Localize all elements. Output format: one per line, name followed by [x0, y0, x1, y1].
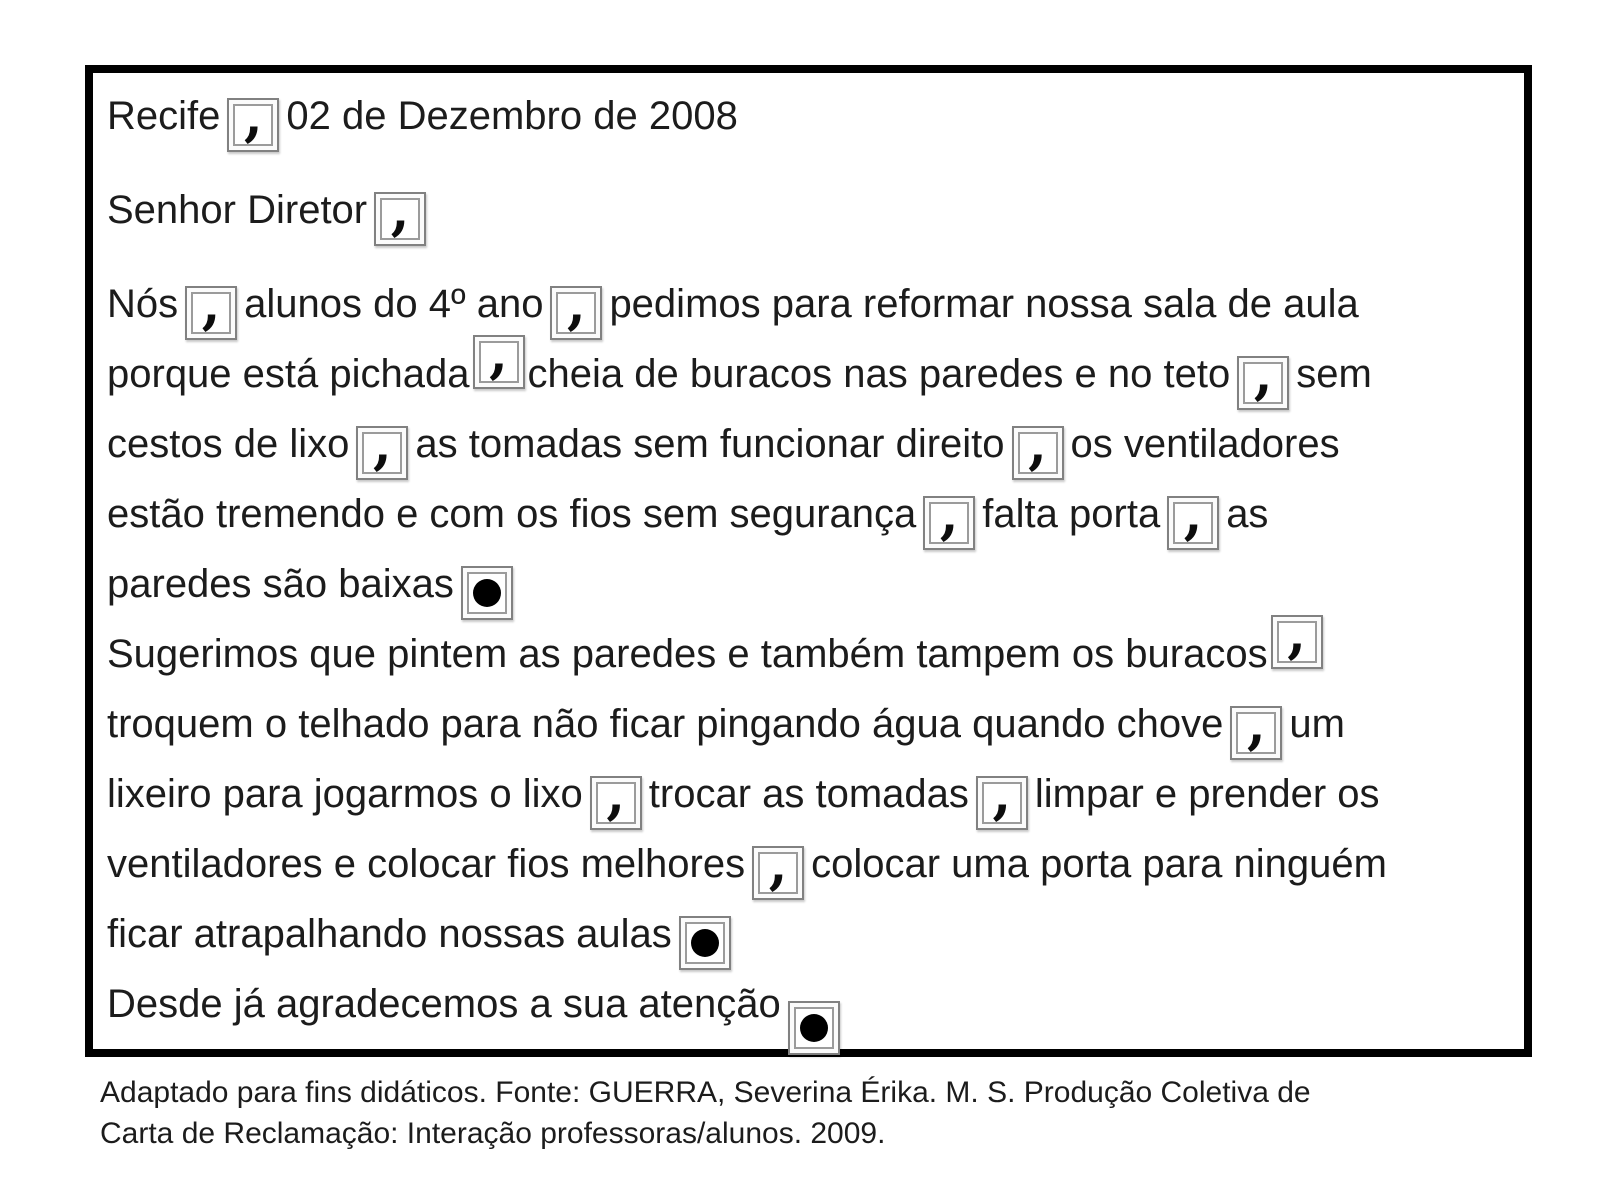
- letter-lines: [107, 81, 1510, 1039]
- comma-box: [976, 762, 1028, 830]
- source-citation: [100, 1072, 1311, 1154]
- letter-text: porque está pichada: [107, 352, 470, 396]
- comma-box: [1230, 692, 1282, 760]
- period-box: [679, 916, 731, 970]
- letter-text: paredes são baixas: [107, 562, 454, 606]
- letter-text: as: [1226, 492, 1269, 536]
- comma-box-inner: ,: [191, 292, 231, 334]
- comma-box-inner: ,: [1018, 432, 1058, 474]
- letter-text: troquem o telhado para não ficar pingando água quando chove: [107, 702, 1224, 746]
- letter-text: colocar uma porta para ninguém: [811, 842, 1387, 886]
- comma-box-inner: ,: [556, 292, 596, 334]
- comma-box: [923, 482, 975, 550]
- comma-box: [185, 272, 237, 340]
- letter-line: [107, 829, 1510, 899]
- comma-box-inner: ,: [982, 782, 1022, 824]
- letter-text: ficar atrapalhando nossas aulas: [107, 912, 672, 956]
- letter-line: [107, 689, 1510, 759]
- period-icon: [691, 929, 719, 957]
- letter-line: [107, 601, 1510, 689]
- comma-box-inner: ,: [362, 432, 402, 474]
- comma-box: [1012, 412, 1064, 480]
- comma-box: [356, 412, 408, 480]
- letter-text: estão tremendo e com os fios sem segurança: [107, 492, 917, 536]
- comma-box-inner: ,: [1277, 621, 1317, 663]
- comma-box-inner: ,: [596, 782, 636, 824]
- comma-box-inner: ,: [929, 502, 969, 544]
- letter-line: [107, 759, 1510, 829]
- letter-text: limpar e prender os: [1034, 772, 1380, 816]
- comma-box: [227, 84, 279, 152]
- letter-line: [107, 899, 1510, 969]
- letter-text: Sugerimos que pintem as paredes e também tampem os buracos: [107, 632, 1268, 676]
- period-icon: [800, 1014, 828, 1042]
- comma-box: [1167, 482, 1219, 550]
- period-box: [461, 566, 513, 620]
- period-box: [788, 1001, 840, 1055]
- letter-line: [107, 409, 1510, 479]
- letter-line: [107, 479, 1510, 549]
- letter-line: [107, 269, 1510, 339]
- comma-box-inner: ,: [380, 198, 420, 240]
- comma-box-inner: ,: [1243, 362, 1283, 404]
- letter-text: trocar as tomadas: [648, 772, 969, 816]
- citation-line-1: Adaptado para fins didáticos. Fonte: GUERRA, Severina Érika. M. S. Produção Coletiva de: [100, 1076, 1311, 1109]
- letter-text: lixeiro para jogarmos o lixo: [107, 772, 583, 816]
- letter-text: falta porta: [982, 492, 1161, 536]
- letter-text: alunos do 4º ano: [244, 282, 544, 326]
- comma-box: [473, 321, 525, 389]
- comma-box-inner: ,: [758, 852, 798, 894]
- comma-box-inner: ,: [1173, 502, 1213, 544]
- letter-frame: [85, 65, 1532, 1057]
- period-box-inner: [467, 572, 507, 614]
- citation-line-2: Carta de Reclamação: Interação professoras/alunos. 2009.: [100, 1117, 886, 1150]
- letter-text: 02 de Dezembro de 2008: [286, 94, 738, 138]
- letter-text: Recife: [107, 94, 221, 138]
- comma-box-inner: ,: [1236, 712, 1276, 754]
- comma-box-inner: ,: [479, 341, 519, 383]
- period-icon: [473, 579, 501, 607]
- letter-line: [107, 81, 1510, 151]
- letter-text: as tomadas sem funcionar direito: [415, 422, 1005, 466]
- comma-box-inner: ,: [233, 104, 273, 146]
- letter-line: [107, 175, 1510, 245]
- letter-text: Nós: [107, 282, 179, 326]
- comma-box: [590, 762, 642, 830]
- letter-text: ventiladores e colocar fios melhores: [107, 842, 746, 886]
- letter-text: Desde já agradecemos a sua atenção: [107, 982, 781, 1026]
- comma-box: [374, 178, 426, 246]
- comma-box: [1237, 342, 1289, 410]
- comma-box: [752, 832, 804, 900]
- letter-text: cestos de lixo: [107, 422, 350, 466]
- letter-text: pedimos para reformar nossa sala de aula: [609, 282, 1359, 326]
- letter-line: [107, 969, 1510, 1039]
- period-box-inner: [685, 922, 725, 964]
- letter-text: os ventiladores: [1070, 422, 1340, 466]
- letter-text: cheia de buracos nas paredes e no teto: [527, 352, 1231, 396]
- letter-text: Senhor Diretor: [107, 188, 368, 232]
- letter-text: sem: [1296, 352, 1372, 396]
- letter-text: um: [1289, 702, 1345, 746]
- period-box-inner: [794, 1007, 834, 1049]
- comma-box: [1271, 601, 1323, 669]
- comma-box: [550, 272, 602, 340]
- letter-line: [107, 321, 1510, 409]
